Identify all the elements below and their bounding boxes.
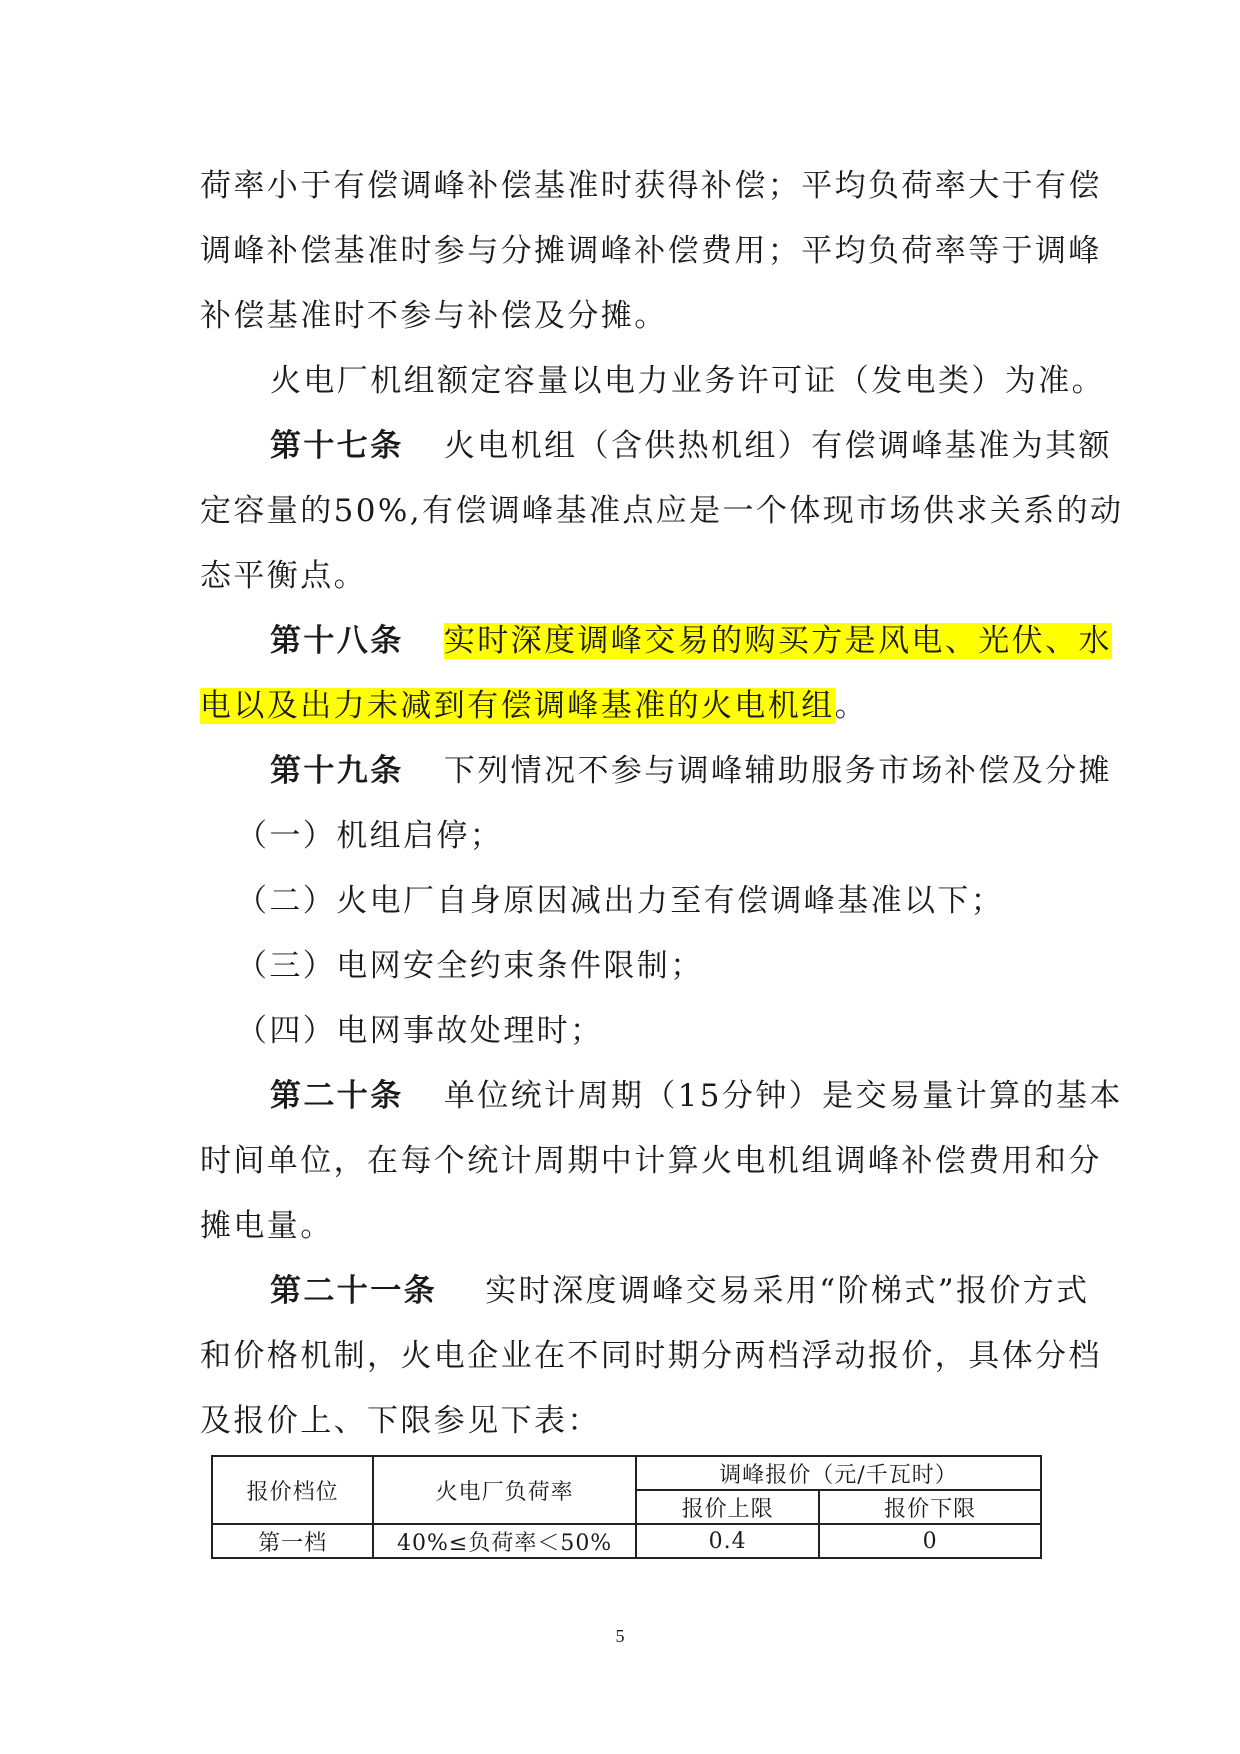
table-cell-upper: 0.4 (636, 1524, 819, 1558)
article-19-heading: 第十九条 (270, 753, 404, 789)
article-17-heading: 第十七条 (270, 428, 404, 464)
table-row (212, 1524, 1041, 1558)
list-item: （四）电网事故处理时； (236, 1013, 604, 1049)
text-line: 态平衡点。 (200, 558, 367, 594)
table-header-lower: 报价下限 (819, 1490, 1041, 1524)
table-header-price: 调峰报价（元/千瓦时） (636, 1456, 1041, 1490)
text-line: 时间单位，在每个统计周期中计算火电机组调峰补偿费用和分 (200, 1143, 1102, 1179)
text-line: 火电厂机组额定容量以电力业务许可证（发电类）为准。 (270, 363, 1105, 399)
article-18-highlight: 电以及出力未减到有偿调峰基准的火电机组 (200, 688, 835, 724)
article-18-line-2 (200, 686, 868, 726)
article-21-text: 实时深度调峰交易采用“阶梯式”报价方式 (485, 1273, 1090, 1309)
article-17-text: 火电机组（含供热机组）有偿调峰基准为其额 (443, 428, 1112, 464)
table-cell-tier: 第一档 (212, 1524, 373, 1558)
text-line: 补偿基准时不参与补偿及分摊。 (200, 298, 668, 334)
list-item: （二）火电厂自身原因减出力至有偿调峰基准以下； (236, 883, 1005, 919)
article-18-heading: 第十八条 (270, 623, 404, 659)
article-21-line (270, 1271, 1090, 1311)
article-20-line (270, 1076, 1123, 1116)
article-21-heading: 第二十一条 (270, 1273, 437, 1309)
page-number: 5 (615, 1626, 625, 1646)
article-18-line (270, 621, 1112, 661)
article-18-highlight: 实时深度调峰交易的购买方是风电、光伏、水 (443, 623, 1112, 659)
table-cell-lower: 0 (819, 1524, 1041, 1558)
list-item: （一）机组启停； (236, 818, 504, 854)
article-17-line (270, 426, 1112, 466)
text-line: 和价格机制，火电企业在不同时期分两档浮动报价，具体分档 (200, 1338, 1102, 1374)
table-cell-load: 40%≤负荷率＜50% (373, 1524, 636, 1558)
article-20-text: 单位统计周期（15分钟）是交易量计算的基本 (443, 1078, 1123, 1114)
table-header-tier: 报价档位 (212, 1456, 373, 1524)
text-line: 荷率小于有偿调峰补偿基准时获得补偿；平均负荷率大于有偿 (200, 168, 1102, 204)
text-line: 定容量的50%,有偿调峰基准点应是一个体现市场供求关系的动 (200, 493, 1124, 529)
article-20-heading: 第二十条 (270, 1078, 404, 1114)
price-table (211, 1455, 1042, 1559)
list-item: （三）电网安全约束条件限制； (236, 948, 704, 984)
text-line: 调峰补偿基准时参与分摊调峰补偿费用；平均负荷率等于调峰 (200, 233, 1102, 269)
table-header-load: 火电厂负荷率 (373, 1456, 636, 1524)
text-line: 及报价上、下限参见下表： (200, 1403, 601, 1439)
table-header-upper: 报价上限 (636, 1490, 819, 1524)
punctuation: 。 (834, 688, 869, 724)
text-line: 摊电量。 (200, 1208, 334, 1244)
article-19-line (270, 751, 1112, 791)
article-19-text: 下列情况不参与调峰辅助服务市场补偿及分摊 (443, 753, 1112, 789)
